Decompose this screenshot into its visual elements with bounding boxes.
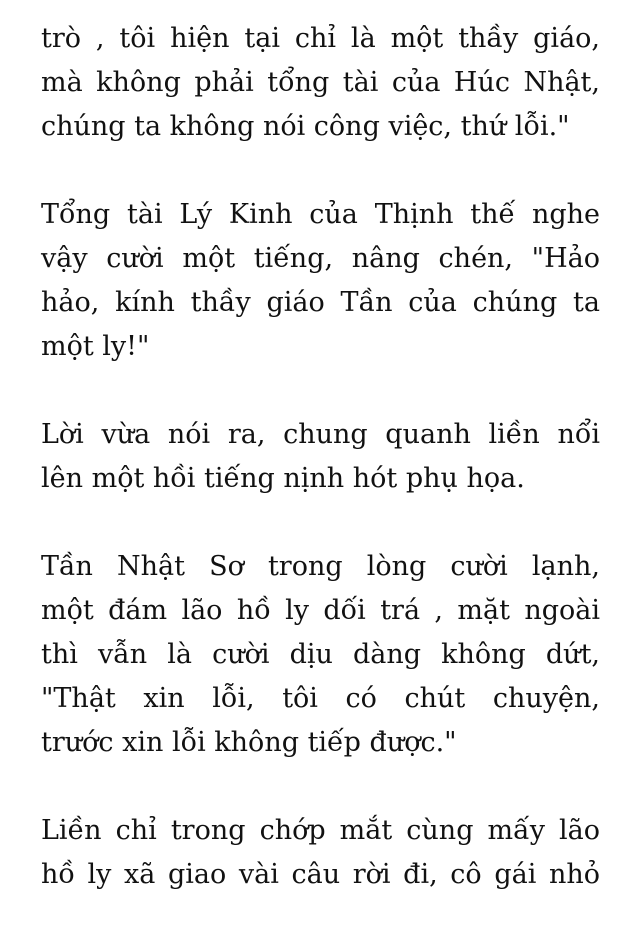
text-line: mà không phải tổng tài của Húc Nhật, [41,67,600,98]
text-line: lên một hồi tiếng nịnh hót phụ họa. [41,463,525,494]
text-line: thì vẫn là cười dịu dàng không dứt, [41,639,600,670]
text-line: trước xin lỗi không tiếp được." [41,727,457,758]
paragraph-1 [41,17,600,149]
text-line: chúng ta không nói công việc, thứ lỗi." [41,111,570,142]
paragraph-4 [41,545,600,765]
text-line: vậy cười một tiếng, nâng chén, "Hảo [41,243,600,274]
text-line: một đám lão hồ ly dối trá , mặt ngoài [41,595,600,626]
text-line: một ly!" [41,331,150,362]
paragraph-5 [41,809,600,897]
text-line: trò , tôi hiện tại chỉ là một thầy giáo, [41,23,600,54]
reading-page [41,17,600,941]
paragraph-3 [41,413,600,501]
text-line: Tổng tài Lý Kinh của Thịnh thế nghe [41,199,600,230]
text-line: Liền chỉ trong chớp mắt cùng mấy lão [41,815,600,846]
paragraph-2 [41,193,600,369]
text-line: hảo, kính thầy giáo Tần của chúng ta [41,287,600,318]
text-line: Lời vừa nói ra, chung quanh liền nổi [41,419,600,450]
text-line: Tần Nhật Sơ trong lòng cười lạnh, [41,551,600,582]
text-line: "Thật xin lỗi, tôi có chút chuyện, [41,683,600,714]
text-line: hồ ly xã giao vài câu rời đi, cô gái nhỏ [41,859,600,890]
